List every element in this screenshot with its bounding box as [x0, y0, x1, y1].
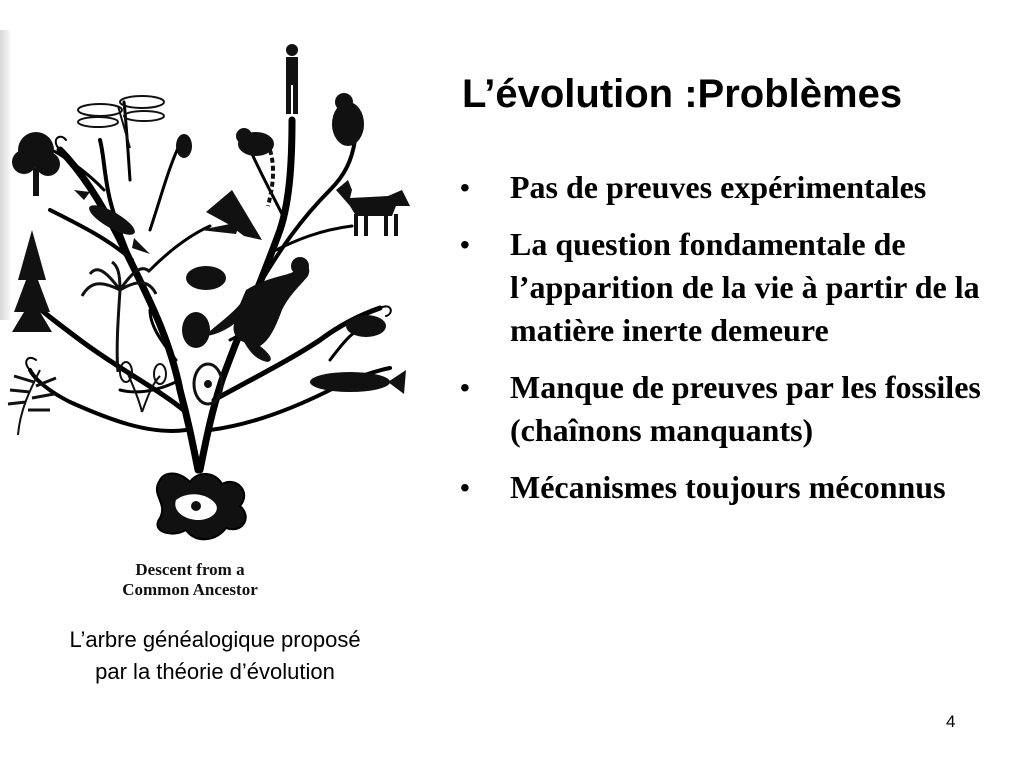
bullet-text: La question fondamentale de l’apparition de la vie à partir de la matière inerte demeure: [510, 226, 980, 348]
bullet-item: [456, 166, 986, 209]
tree-caption-line2: Common Ancestor: [122, 580, 258, 599]
image-caption: [0, 624, 430, 688]
bullet-text: Pas de preuves expérimentales: [510, 169, 927, 205]
bullet-dot: •: [460, 229, 470, 260]
tree-caption-line1: Descent from a: [135, 560, 245, 579]
image-caption-line2: par la théorie d’évolution: [95, 659, 335, 684]
image-caption-line1: L’arbre généalogique proposé: [69, 627, 361, 652]
page-number: 4: [946, 712, 956, 731]
bullet-dot: •: [460, 172, 470, 203]
bullet-item: [456, 366, 986, 452]
evolution-tree-illustration: [0, 40, 430, 610]
bullet-text: Manque de preuves par les fossiles (chaînons manquants): [510, 369, 981, 448]
bullet-dot: •: [460, 472, 470, 503]
slide-title: L’évolution :Problèmes: [462, 72, 903, 116]
bullet-item: [456, 223, 986, 352]
tree-caption: [70, 560, 310, 600]
bullet-list: [456, 166, 986, 523]
bullet-item: [456, 466, 986, 509]
bullet-dot: •: [460, 372, 470, 403]
bullet-text: Mécanismes toujours méconnus: [510, 469, 946, 505]
